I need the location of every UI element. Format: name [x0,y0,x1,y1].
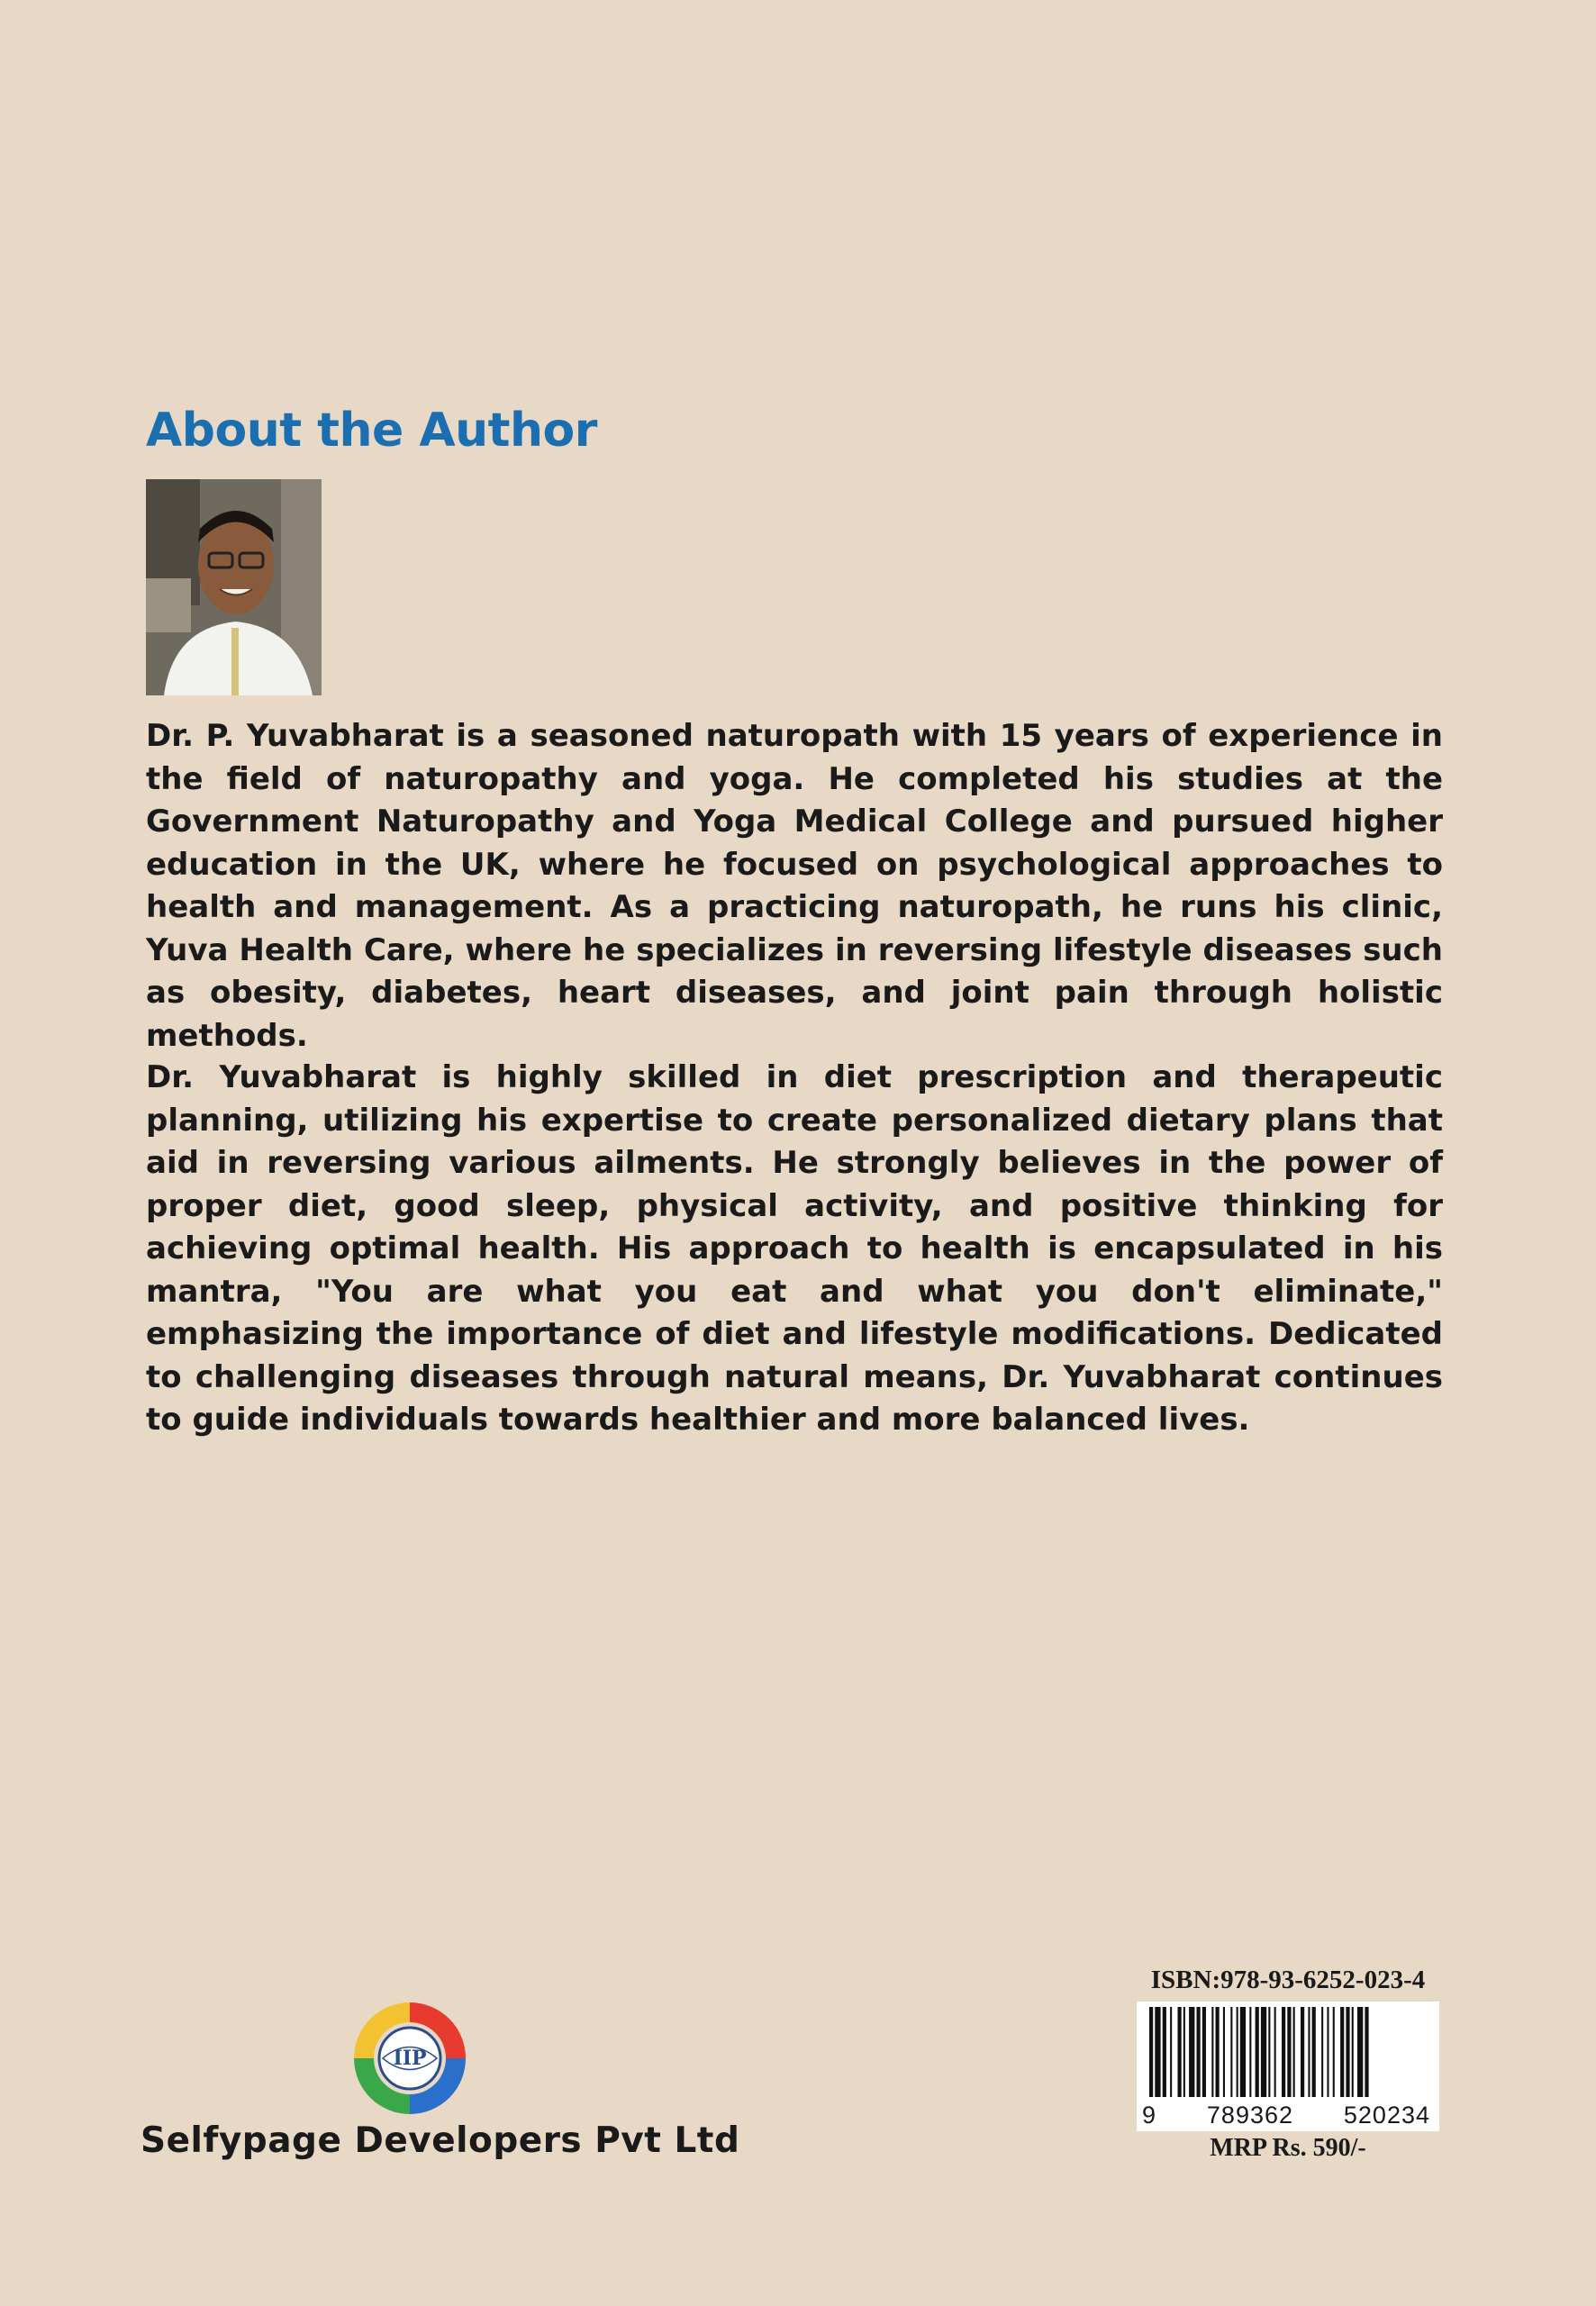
publisher-logo [347,1995,473,2121]
author-photo [146,479,322,695]
mrp-price: MRP Rs. 590/- [1210,2134,1366,2162]
author-bio-paragraph-1: Dr. P. Yuvabharat is a seasoned naturopath with 15 years of experience in the field of naturopathy and yoga. He completed his studies at the Government Naturopathy and Yoga Medical College and pursued higher education in the UK, where he focused on psychological approaches to health and management. As a practicing naturopath, he runs his clinic, Yuva Health Care, where he specializes in reversing lifestyle diseases such as obesity, diabetes, heart diseases, and joint pain through holistic methods. [146,718,1443,1054]
publisher-name: Selfypage Developers Pvt Ltd [141,2120,740,2161]
barcode-left-digits: 789362 [1206,2102,1294,2129]
barcode-right-digits: 520234 [1343,2102,1430,2129]
isbn-number: ISBN:978-93-6252-023-4 [1150,1966,1426,1994]
barcode-bars [1137,2002,1439,2102]
author-bio-paragraph-2: Dr. Yuvabharat is highly skilled in diet prescription and therapeutic planning, utilizing his expertise to create personalized dietary plans that aid in reversing various ailments. He strongly believes in the power of proper diet, good sleep, physical activity, and positive thinking for achieving optimal health. His approach to health is encapsulated in his mantra, "You are what you eat and what you don't eliminate," emphasizing the importance of diet and lifestyle modifications. Dedicated to challenging diseases through natural means, Dr. Yuvabharat continues to guide individuals towards healthier and more balanced lives. [146,1059,1443,1438]
barcode [1137,2002,1439,2131]
section-heading: About the Author [146,404,597,458]
barcode-lead-digit: 9 [1142,2102,1157,2129]
logo-initials: IIP [393,2047,427,2070]
